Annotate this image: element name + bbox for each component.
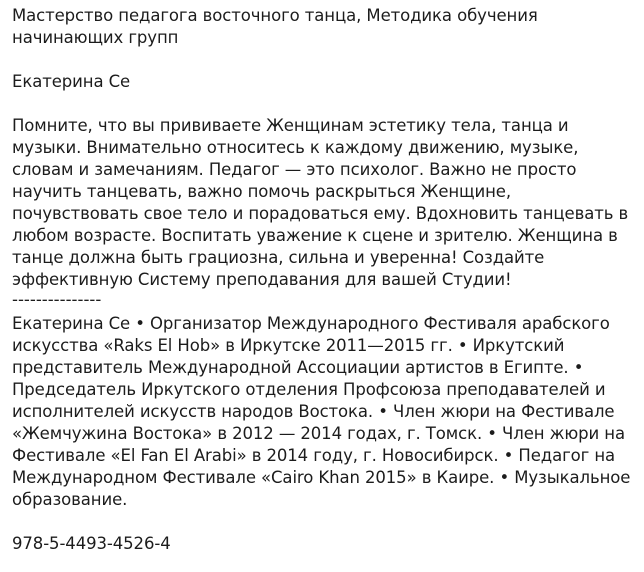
separator-line: --------------- (12, 290, 102, 309)
author-bio: Екатерина Се • Организатор Международного Фестиваля арабского искусства «Raks El Hob» в Иркутске 2011—2015 гг. • Иркутский представитель Международной Ассоциации артистов в Египте. • Председатель Иркутского отделения Профсоюза преподавателей и исполнителей искусств народов Востока. • Член жюри на Фестивале «Жемчужина Востока» в 2012 — 2014 годах, г. Томск. • Член жюри на Фестивале «El Fan El Arabi» в 2014 году, г. Новосибирск. • Педагог на Международном Фестивале «Cairo Khan 2015» в Каире. • Музыкальное образование. (12, 314, 631, 509)
isbn: 978-5-4493-4526-4 (12, 534, 171, 553)
book-author: Екатерина Се (12, 72, 131, 91)
book-description: Помните, что вы прививаете Женщинам эстетику тела, танца и музыки. Внимательно относитесь к каждому движению, музыке, словам и замечаниям. Педагог — это психолог. Важно не просто научить танцевать, важно помочь раскрыться Женщине, почувствовать свое тело и порадоваться ему. Вдохновить танцевать в любом возрасте. Воспитать уважение к сцене и зрителю. Женщина в танце должна быть грациозна, сильна и уверенна! Создайте эффективную Систему преподавания для вашей Студии! (12, 116, 629, 289)
book-title: Мастерство педагога восточного танца, Методика обучения начинающих групп (12, 6, 538, 47)
